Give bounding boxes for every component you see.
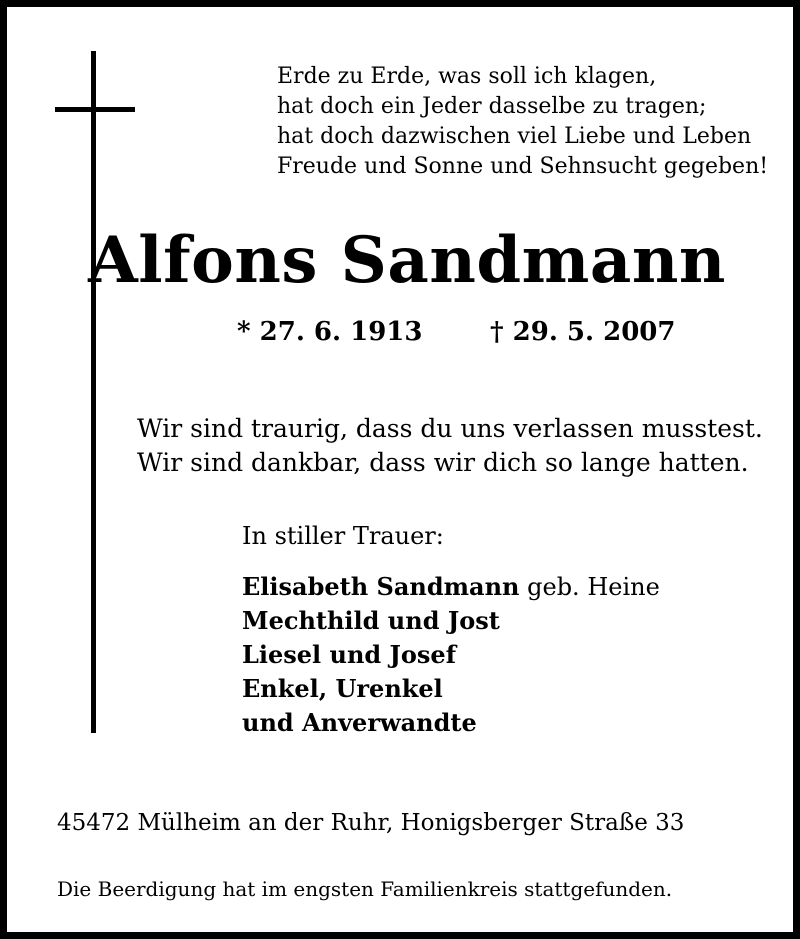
deceased-name: Alfons Sandmann <box>88 223 726 298</box>
address: 45472 Mülheim an der Ruhr, Honigsberger Straße 33 <box>57 810 685 836</box>
quote-line: Wir sind dankbar, dass wir dich so lange hatten. <box>137 448 749 477</box>
mourner-name: und Anverwandte <box>242 708 477 737</box>
poem-line: hat doch ein Jeder dasselbe zu tragen; <box>277 94 707 119</box>
death-date: † 29. 5. 2007 <box>490 317 676 347</box>
mourner-entry <box>242 638 660 672</box>
mourner-name: Mechthild und Jost <box>242 606 500 635</box>
cross-icon-horizontal-bar <box>55 107 135 112</box>
mourner-name: Liesel und Josef <box>242 640 457 669</box>
mourning-label: In stiller Trauer: <box>242 522 444 550</box>
mourner-entry <box>242 706 660 740</box>
farewell-quote <box>137 412 797 480</box>
poem-line: Erde zu Erde, was soll ich klagen, <box>277 64 657 89</box>
mourner-note: geb. Heine <box>519 573 660 601</box>
funeral-note: Die Beerdigung hat im engsten Familienkreis stattgefunden. <box>57 877 673 901</box>
poem-line: Freude und Sonne und Sehnsucht gegeben! <box>277 154 769 179</box>
birth-date: * 27. 6. 1913 <box>237 317 423 347</box>
mourner-name: Elisabeth Sandmann <box>242 572 520 601</box>
poem <box>277 62 797 182</box>
poem-line: hat doch dazwischen viel Liebe und Leben <box>277 124 752 149</box>
mourner-entry <box>242 604 660 638</box>
mourner-entry <box>242 672 660 706</box>
mourner-name: Enkel, Urenkel <box>242 674 443 703</box>
cross-icon-vertical-bar <box>91 51 96 733</box>
mourner-list <box>242 570 660 740</box>
quote-line: Wir sind traurig, dass du uns verlassen musstest. <box>137 414 763 443</box>
mourner-entry <box>242 570 660 604</box>
